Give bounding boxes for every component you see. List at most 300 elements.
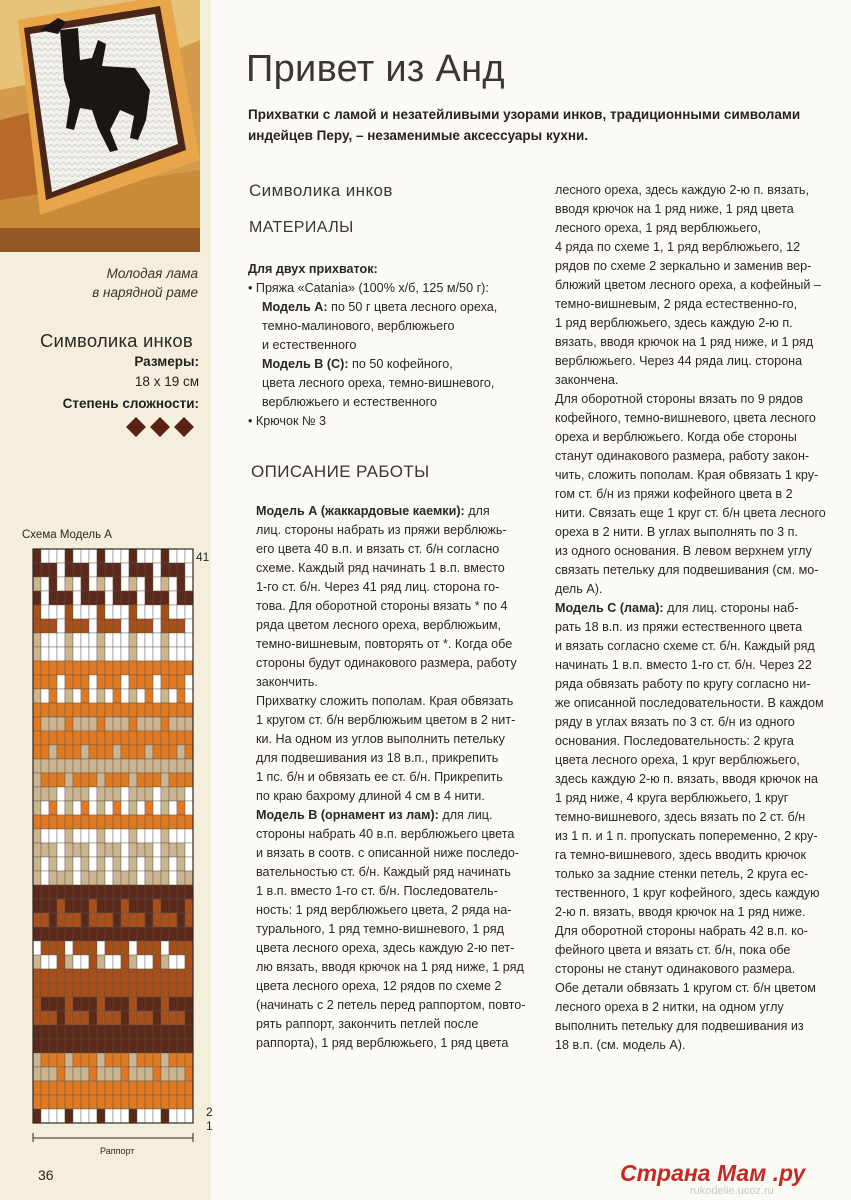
chart-cell <box>73 1039 81 1053</box>
chart-cell <box>169 1025 177 1039</box>
chart-cell <box>97 619 105 633</box>
col1-line <box>256 521 525 540</box>
materials-line <box>248 355 497 374</box>
photo-caption-line-2: в нарядной раме <box>92 285 198 300</box>
chart-cell <box>73 647 81 661</box>
chart-cell <box>105 1095 113 1109</box>
chart-cell <box>137 745 145 759</box>
chart-cell <box>177 633 185 647</box>
page-number: 36 <box>38 1167 54 1183</box>
chart-cell <box>145 997 153 1011</box>
chart-cell <box>97 1053 105 1067</box>
chart-cell <box>33 633 41 647</box>
text: 1 пс. б/н и обвязать ее ст. б/н. Прикрепить <box>256 770 503 784</box>
chart-cell <box>169 1011 177 1025</box>
chart-cell <box>81 829 89 843</box>
chart-cell <box>33 1109 41 1123</box>
chart-cell <box>49 913 57 927</box>
chart-cell <box>153 619 161 633</box>
chart-cell <box>129 1039 137 1053</box>
chart-cell <box>97 941 105 955</box>
chart-cell <box>81 843 89 857</box>
chart-cell <box>41 675 49 689</box>
chart-cell <box>81 899 89 913</box>
col2-line <box>555 732 826 751</box>
chart-cell <box>185 563 193 577</box>
chart-cell <box>41 619 49 633</box>
chart-cell <box>105 1039 113 1053</box>
text: лесного ореха, 1 ряд верблюжьего, <box>555 221 762 235</box>
chart-cell <box>97 675 105 689</box>
chart-cell <box>185 997 193 1011</box>
chart-cell <box>33 899 41 913</box>
chart-cell <box>41 857 49 871</box>
chart-cell <box>81 605 89 619</box>
chart-cell <box>57 1067 65 1081</box>
chart-cell <box>169 955 177 969</box>
chart-cell <box>129 997 137 1011</box>
chart-cell <box>41 703 49 717</box>
chart-cell <box>41 829 49 843</box>
col2-line <box>555 865 826 884</box>
chart-cell <box>97 1081 105 1095</box>
text: схеме. Каждый ряд начинать 1 в.п. вместо <box>256 561 505 575</box>
chart-cell <box>81 1039 89 1053</box>
chart-cell <box>129 773 137 787</box>
chart-cell <box>49 983 57 997</box>
chart-cell <box>161 941 169 955</box>
chart-cell <box>177 815 185 829</box>
chart-cell <box>65 675 73 689</box>
text: ряда цветом лесного ореха, верблюжьим, <box>256 618 502 632</box>
chart-cell <box>185 619 193 633</box>
chart-cell <box>145 1053 153 1067</box>
chart-cell <box>57 689 65 703</box>
chart-cell <box>33 1067 41 1081</box>
chart-cell <box>161 899 169 913</box>
text: основания. Последовательность: 2 круга <box>555 734 794 748</box>
lead-line-1: Прихватки с ламой и незатейливыми узорами инков, традиционными символами <box>248 107 801 122</box>
col2-line <box>555 295 826 314</box>
sidebar <box>0 0 211 1200</box>
chart-cell <box>113 633 121 647</box>
chart-cell <box>161 577 169 591</box>
chart-cell <box>185 913 193 927</box>
chart-cell <box>169 997 177 1011</box>
chart-cell <box>57 843 65 857</box>
sidebar-title: Символика инков <box>40 330 193 351</box>
chart-cell <box>41 1039 49 1053</box>
chart-cell <box>81 913 89 927</box>
description-heading: ОПИСАНИЕ РАБОТЫ <box>251 462 430 481</box>
chart-cell <box>105 885 113 899</box>
chart-cell <box>153 647 161 661</box>
chart-cell <box>105 913 113 927</box>
chart-cell <box>97 801 105 815</box>
chart-cell <box>121 983 129 997</box>
chart-cell <box>153 1109 161 1123</box>
col2-line <box>555 428 826 447</box>
chart-cell <box>89 1039 97 1053</box>
lead-line-2: индейцев Перу, – незаменимые аксессуары кухни. <box>248 128 589 143</box>
chart-cell <box>81 549 89 563</box>
chart-cell <box>49 829 57 843</box>
chart-cell <box>49 927 57 941</box>
chart-cell <box>185 1039 193 1053</box>
chart-cell <box>41 1109 49 1123</box>
chart-cell <box>73 927 81 941</box>
chart-cell <box>185 633 193 647</box>
chart-cell <box>89 955 97 969</box>
chart-cell <box>169 619 177 633</box>
chart-cell <box>81 731 89 745</box>
chart-cell <box>57 717 65 731</box>
chart-cell <box>33 983 41 997</box>
chart-cell <box>49 885 57 899</box>
text: из 1 п. и 1 п. пропускать попеременно, 2 кру- <box>555 829 818 843</box>
chart-cell <box>97 633 105 647</box>
chart-cell <box>169 549 177 563</box>
chart-cell <box>161 717 169 731</box>
chart-cell <box>113 1081 121 1095</box>
chart-cell <box>161 1025 169 1039</box>
chart-cell <box>145 857 153 871</box>
chart-cell <box>153 913 161 927</box>
chart-cell <box>89 1109 97 1123</box>
chart-cell <box>177 899 185 913</box>
chart-cell <box>41 1067 49 1081</box>
chart-cell <box>169 1109 177 1123</box>
chart-cell <box>73 899 81 913</box>
chart-cell <box>129 717 137 731</box>
chart-cell <box>113 857 121 871</box>
chart-cell <box>145 885 153 899</box>
chart-cell <box>113 759 121 773</box>
chart-cell <box>81 1053 89 1067</box>
col2-line <box>555 656 826 675</box>
text: 1 ряд ниже, 4 круга верблюжьего, 1 круг <box>555 791 789 805</box>
col2-line <box>555 903 826 922</box>
chart-cell <box>137 829 145 843</box>
text: дель А). <box>555 582 603 596</box>
col2-line <box>555 352 826 371</box>
chart-cell <box>129 731 137 745</box>
col1-line <box>256 1034 525 1053</box>
chart-cell <box>33 703 41 717</box>
chart-cell <box>145 927 153 941</box>
text: закончить. <box>256 675 318 689</box>
text: темно-вишневым, повторять от *. Когда обе <box>256 637 513 651</box>
chart-cell <box>121 549 129 563</box>
chart-cell <box>153 563 161 577</box>
chart-cell <box>145 1109 153 1123</box>
chart-cell <box>185 899 193 913</box>
chart-cell <box>81 927 89 941</box>
chart-cell <box>57 1095 65 1109</box>
chart-cell <box>121 1081 129 1095</box>
chart-cell <box>177 1081 185 1095</box>
chart-cell <box>97 689 105 703</box>
chart-cell <box>161 857 169 871</box>
text: кофейного, темно-вишневого, цвета лесного <box>555 411 816 425</box>
col1-line <box>256 939 525 958</box>
materials-heading: МАТЕРИАЛЫ <box>249 219 354 236</box>
chart-cell <box>113 717 121 731</box>
chart-cell <box>153 927 161 941</box>
text: 1 в.п. вместо 1-го ст. б/н. Последователь- <box>256 884 498 898</box>
chart-cell <box>177 759 185 773</box>
chart-cell <box>177 787 185 801</box>
col1-line <box>256 597 525 616</box>
chart-cell <box>49 773 57 787</box>
chart-cell <box>169 941 177 955</box>
text: Для оборотной стороны вязать по 9 рядов <box>555 392 804 406</box>
chart-cell <box>169 773 177 787</box>
text: стороны будут одинакового размера, работу <box>256 656 517 670</box>
text: • Крючок № 3 <box>248 414 327 428</box>
chart-cell <box>33 843 41 857</box>
text: здесь каждую 2-ю п. вязать, вводя крючок на <box>555 772 819 786</box>
chart-cell <box>129 829 137 843</box>
col1-line <box>256 901 525 920</box>
chart-cell <box>121 1109 129 1123</box>
chart-cell <box>81 773 89 787</box>
chart-cell <box>41 1011 49 1025</box>
chart-cell <box>169 843 177 857</box>
chart-cell <box>161 661 169 675</box>
chart-cell <box>177 927 185 941</box>
chart-cell <box>33 1095 41 1109</box>
chart-cell <box>121 633 129 647</box>
chart-cell <box>89 633 97 647</box>
chart-cell <box>145 1095 153 1109</box>
text: темно-вишневого, здесь вязать по 2 ст. б/н <box>555 810 806 824</box>
chart-cell <box>161 591 169 605</box>
chart-cell <box>105 1011 113 1025</box>
chart-cell <box>153 1053 161 1067</box>
chart-cell <box>161 871 169 885</box>
chart-cell <box>57 1109 65 1123</box>
col2-line <box>555 618 826 637</box>
chart-cell <box>121 675 129 689</box>
text: связать петельку для подвешивания (см. мо- <box>555 563 819 577</box>
chart-cell <box>185 927 193 941</box>
chart-cell <box>81 563 89 577</box>
chart-cell <box>41 927 49 941</box>
chart-cell <box>185 745 193 759</box>
chart-cell <box>49 759 57 773</box>
chart-cell <box>49 703 57 717</box>
chart-cell <box>113 801 121 815</box>
col2-line <box>555 390 826 409</box>
chart-cell <box>57 871 65 885</box>
chart-cell <box>73 563 81 577</box>
chart-cell <box>177 577 185 591</box>
chart-cell <box>113 647 121 661</box>
chart-cell <box>65 661 73 675</box>
chart-cell <box>33 661 41 675</box>
chart-cell <box>137 563 145 577</box>
chart-cell <box>177 661 185 675</box>
chart-cell <box>169 591 177 605</box>
chart-cell <box>65 815 73 829</box>
col2-line <box>555 789 826 808</box>
text: нити. Связать еще 1 круг ст. б/н цвета лесного <box>555 506 826 520</box>
chart-cell <box>33 815 41 829</box>
chart-cell <box>137 857 145 871</box>
difficulty-diamond-icon <box>126 417 146 437</box>
chart-cell <box>89 731 97 745</box>
chart-cell <box>185 1109 193 1123</box>
chart-cell <box>129 1081 137 1095</box>
chart-cell <box>97 1095 105 1109</box>
chart-cell <box>65 549 73 563</box>
chart-cell <box>153 955 161 969</box>
chart-cell <box>169 983 177 997</box>
text: же описанной последовательности. В каждом <box>555 696 824 710</box>
chart-cell <box>89 801 97 815</box>
chart-cell <box>177 563 185 577</box>
chart-cell <box>81 997 89 1011</box>
text: рядов по схеме 2 зеркально и заменив вер- <box>555 259 812 273</box>
chart-cell <box>41 1025 49 1039</box>
chart-cell <box>65 941 73 955</box>
chart-cell <box>161 955 169 969</box>
chart-cell <box>33 759 41 773</box>
chart-cell <box>97 983 105 997</box>
text: вязать, вводя крючок на 1 ряд ниже, и 1 ряд <box>555 335 814 349</box>
chart-cell <box>129 955 137 969</box>
chart-cell <box>121 969 129 983</box>
chart-cell <box>153 997 161 1011</box>
chart-cell <box>161 997 169 1011</box>
col2-line <box>555 960 826 979</box>
photo-caption-line-1: Молодая лама <box>106 266 198 281</box>
text: чить, сложить пополам. Края обвязать 1 кру- <box>555 468 819 482</box>
chart-cell <box>129 1095 137 1109</box>
chart-cell <box>41 731 49 745</box>
chart-cell <box>65 563 73 577</box>
chart-cell <box>57 549 65 563</box>
chart-cell <box>73 717 81 731</box>
chart-cell <box>153 605 161 619</box>
chart-cell <box>89 997 97 1011</box>
chart-cell <box>169 731 177 745</box>
chart-cell <box>137 941 145 955</box>
chart-cell <box>153 801 161 815</box>
chart-cell <box>65 731 73 745</box>
chart-cell <box>57 577 65 591</box>
chart-cell <box>97 563 105 577</box>
chart-cell <box>97 1025 105 1039</box>
chart-cell <box>129 801 137 815</box>
chart-cell <box>57 703 65 717</box>
chart-cell <box>105 941 113 955</box>
chart-cell <box>185 983 193 997</box>
chart-cell <box>169 647 177 661</box>
chart-cell <box>41 773 49 787</box>
chart-cell <box>177 913 185 927</box>
chart-cell <box>137 661 145 675</box>
chart-cell <box>185 1053 193 1067</box>
chart-cell <box>65 1109 73 1123</box>
col2-line <box>555 181 826 200</box>
chart-cell <box>89 913 97 927</box>
chart-cell <box>105 619 113 633</box>
materials-line <box>248 279 497 298</box>
text: лесного ореха, здесь каждую 2-ю п. вязать, <box>555 183 809 197</box>
chart-cell <box>33 885 41 899</box>
chart-cell <box>177 969 185 983</box>
col2-line <box>555 409 826 428</box>
col1-line <box>256 863 525 882</box>
chart-cell <box>121 563 129 577</box>
chart-cell <box>129 871 137 885</box>
chart-cell <box>145 731 153 745</box>
chart-cell <box>57 605 65 619</box>
chart-cell <box>81 969 89 983</box>
text: ность: 1 ряд верблюжьего цвета, 2 ряда на- <box>256 903 512 917</box>
chart-cell <box>185 731 193 745</box>
text: лю вязать, вводя крючок на 1 ряд ниже, 1 ряд <box>256 960 524 974</box>
chart-cell <box>153 1039 161 1053</box>
chart-cell <box>49 899 57 913</box>
chart-cell <box>65 577 73 591</box>
materials-line <box>248 260 497 279</box>
col2-line <box>555 523 826 542</box>
chart-cell <box>89 759 97 773</box>
chart-cell <box>57 773 65 787</box>
chart-cells <box>33 549 193 1123</box>
chart-cell <box>185 689 193 703</box>
chart-cell <box>153 1025 161 1039</box>
chart-cell <box>89 577 97 591</box>
chart-cell <box>57 885 65 899</box>
chart-cell <box>153 871 161 885</box>
chart-cell <box>81 633 89 647</box>
chart-cell <box>73 661 81 675</box>
col2-line <box>555 561 826 580</box>
chart-cell <box>145 647 153 661</box>
difficulty-diamond-icon <box>174 417 194 437</box>
chart-cell <box>57 1011 65 1025</box>
chart-cell <box>185 815 193 829</box>
chart-cell <box>113 1109 121 1123</box>
chart-row-41-label: 41 <box>196 550 210 564</box>
chart-cell <box>65 1067 73 1081</box>
chart-cell <box>161 927 169 941</box>
chart-cell <box>185 773 193 787</box>
chart-cell <box>57 563 65 577</box>
chart-cell <box>129 1025 137 1039</box>
chart-cell <box>97 591 105 605</box>
chart-cell <box>153 703 161 717</box>
chart-cell <box>153 843 161 857</box>
chart-cell <box>41 633 49 647</box>
chart-cell <box>169 1039 177 1053</box>
text: ряду в углах вязать по 3 ст. б/н из одного <box>555 715 795 729</box>
chart-cell <box>129 1109 137 1123</box>
chart-cell <box>113 1067 121 1081</box>
chart-cell <box>49 969 57 983</box>
chart-cell <box>89 815 97 829</box>
chart-row-1-label: 1 <box>206 1119 213 1133</box>
chart-label: Схема Модель А <box>22 529 112 541</box>
chart-cell <box>113 829 121 843</box>
chart-cell <box>41 1081 49 1095</box>
col1-line <box>256 654 525 673</box>
chart-cell <box>33 857 41 871</box>
